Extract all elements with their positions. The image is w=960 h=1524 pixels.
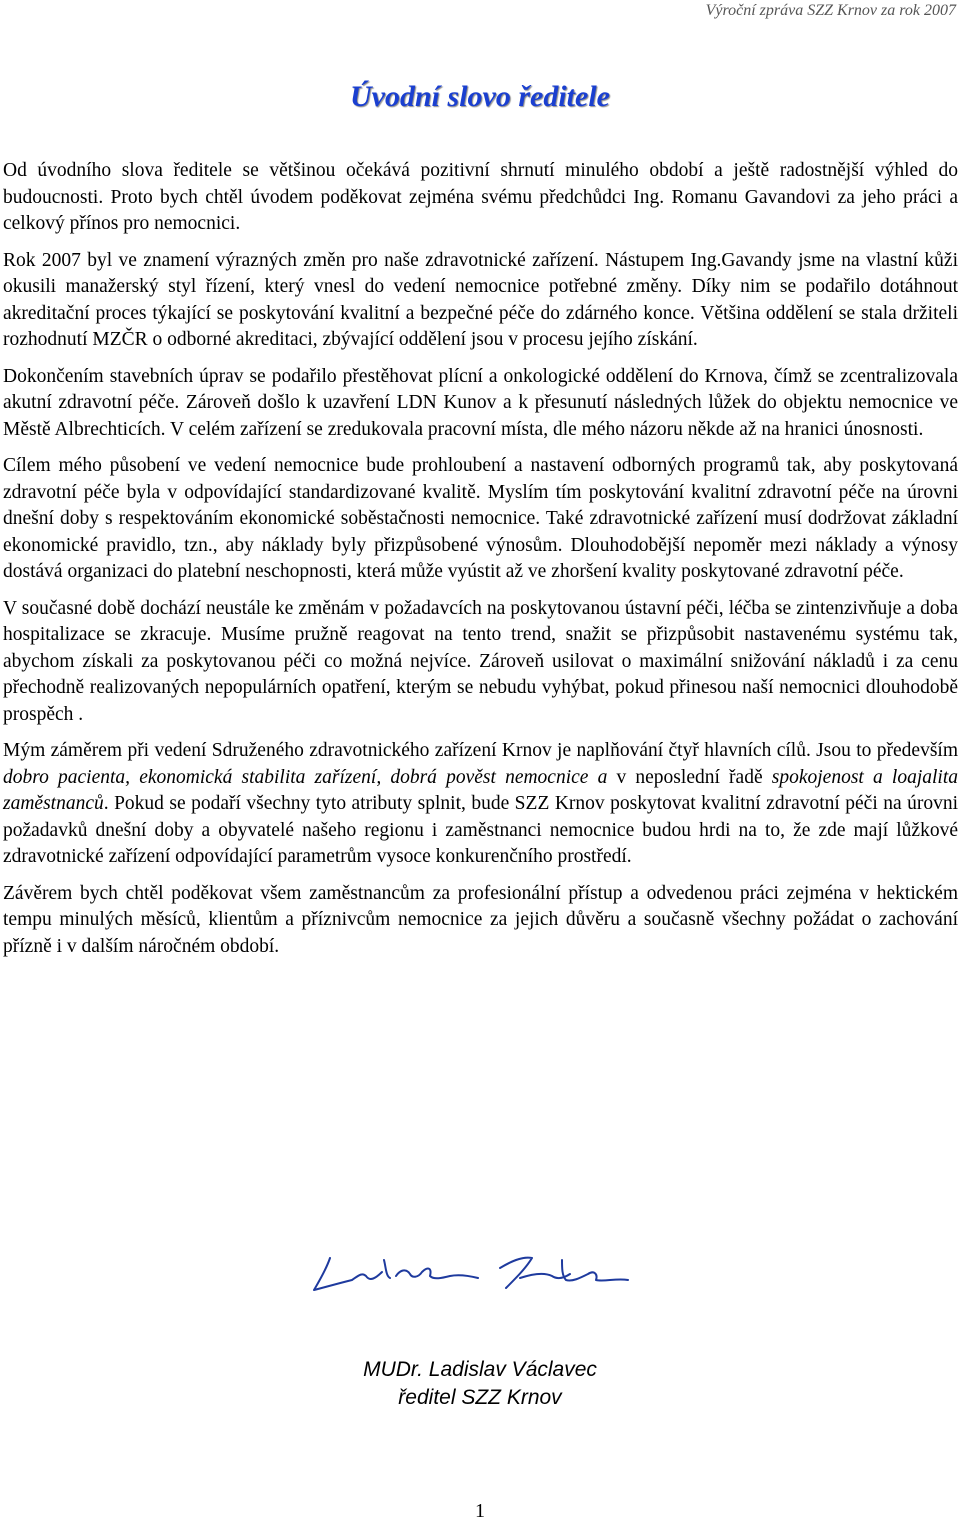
paragraph-four-goals-part-1: Mým záměrem při vedení Sdruženého zdravotnického zařízení Krnov je naplňování čtyř hlavních cílů. Jsou to především [3, 740, 958, 761]
paragraph-year-2007: Rok 2007 byl ve znamení výrazných změn pro naše zdravotnické zařízení. Nástupem Ing.Gavandy jsme na vlastní kůži okusili manažerský styl řízení, který vnesl do vedení nemocnice potřebné změny. Díky nim se podařilo dotáhnout akreditační proces týkající se poskytování kvalitní a bezpečné péče do zdárného konce. Většina oddělení se stala držiteli rozhodnutí MZČR o odborné akreditaci, zbývající oddělení jsou v procesu jejího získání. [3, 249, 958, 350]
handwritten-signature [300, 1238, 640, 1308]
signatory-name: MUDr. Ladislav Václavec [363, 1358, 597, 1381]
running-header: Výroční zpráva SZZ Krnov za rok 2007 [705, 2, 956, 19]
paragraph-intro: Od úvodního slova ředitele se většinou očekává pozitivní shrnutí minulého období a ještě radostnější výhled do budoucnosti. Proto bych chtěl úvodem poděkovat zejména svému předchůdci Ing. Romanu Gavandovi za jeho práci a celkový přínos pro nemocnici. [3, 160, 958, 234]
page-title: Úvodní slovo ředitele [350, 80, 610, 113]
signatory-role: ředitel SZZ Krnov [398, 1386, 562, 1409]
paragraph-four-goals [3, 738, 958, 871]
signature-block [0, 1356, 960, 1412]
paragraph-goals: Cílem mého působení ve vedení nemocnice bude prohloubení a nastavení odborných programů tak, aby poskytovaná zdravotní péče byla v odpovídající standardizované kvalitě. Myslím tím poskytování kvalitní zdravotní péče na úrovni dnešní doby s respektováním ekonomické soběstačnosti nemocnice. Také zdravotnické zařízení musí dodržovat základní ekonomické pravidlo, tzn., aby náklady byly přizpůsobené výnosům. Dlouhodobější nepoměr mezi náklady a výnosy dostává organizaci do platební neschopnosti, která může vyústit až ve zhoršení kvality poskytované zdravotní péče. [3, 455, 958, 582]
paragraph-closing: Závěrem bych chtěl poděkovat všem zaměstnancům za profesionální přístup a odvedenou práci zejména v hektickém tempu minulých měsíců, klientům a příznivcům nemocnice za jejich důvěru a současně všechny požádat o zachování přízně i v dalším náročném období. [3, 882, 958, 957]
paragraph-four-goals-italic-2: spokojenost a loajalita zaměstnanců [3, 766, 958, 814]
paragraph-current-changes: V současné době dochází neustále ke změnám v požadavcích na poskytovanou ústavní péči, léčba se zintenzivňuje a doba hospitalizace se zkracuje. Musíme pružně reagovat na tento trend, snažit se přizpůsobit nastavenému systému tak, abychom získali za poskytovanou péči co možná nejvíce. Zároveň usilovat o maximální snižování nákladů i za cenu přechodně realizovaných nepopulárních opatření, kterým se nebudu vyhýbat, pokud přinesou naší nemocnici dlouhodobě prospěch . [3, 597, 958, 725]
body-text [3, 158, 958, 970]
paragraph-four-goals-italic-1: dobro pacienta, ekonomická stabilita zařízení, dobrá pověst nemocnice a [3, 766, 608, 788]
paragraph-four-goals-part-3: . Pokud se podaří všechny tyto atributy splnit, bude SZZ Krnov poskytovat kvalitní zdravotní péči na úrovni požadavků dnešní doby a obyvatelé našeho regionu i zaměstnanci nemocnice budou hrdi na to, že zde mají lůžkové zdravotnické zařízení odpovídající parametrům vysoce konkurenčního prostředí. [3, 793, 958, 867]
paragraph-construction: Dokončením stavebních úprav se podařilo přestěhovat plícní a onkologické oddělení do Krnova, čímž se zcentralizovala akutní zdravotní péče. Zároveň došlo k uzavření LDN Kunov a k přesunutí následných lůžek do objektu nemocnice ve Městě Albrechticích. V celém zařízení se zredukovala pracovní místa, dle mého názoru někde až na hranici únosnosti. [3, 365, 958, 440]
page-number: 1 [475, 1500, 485, 1522]
paragraph-four-goals-part-2: v neposlední řadě [607, 766, 772, 788]
